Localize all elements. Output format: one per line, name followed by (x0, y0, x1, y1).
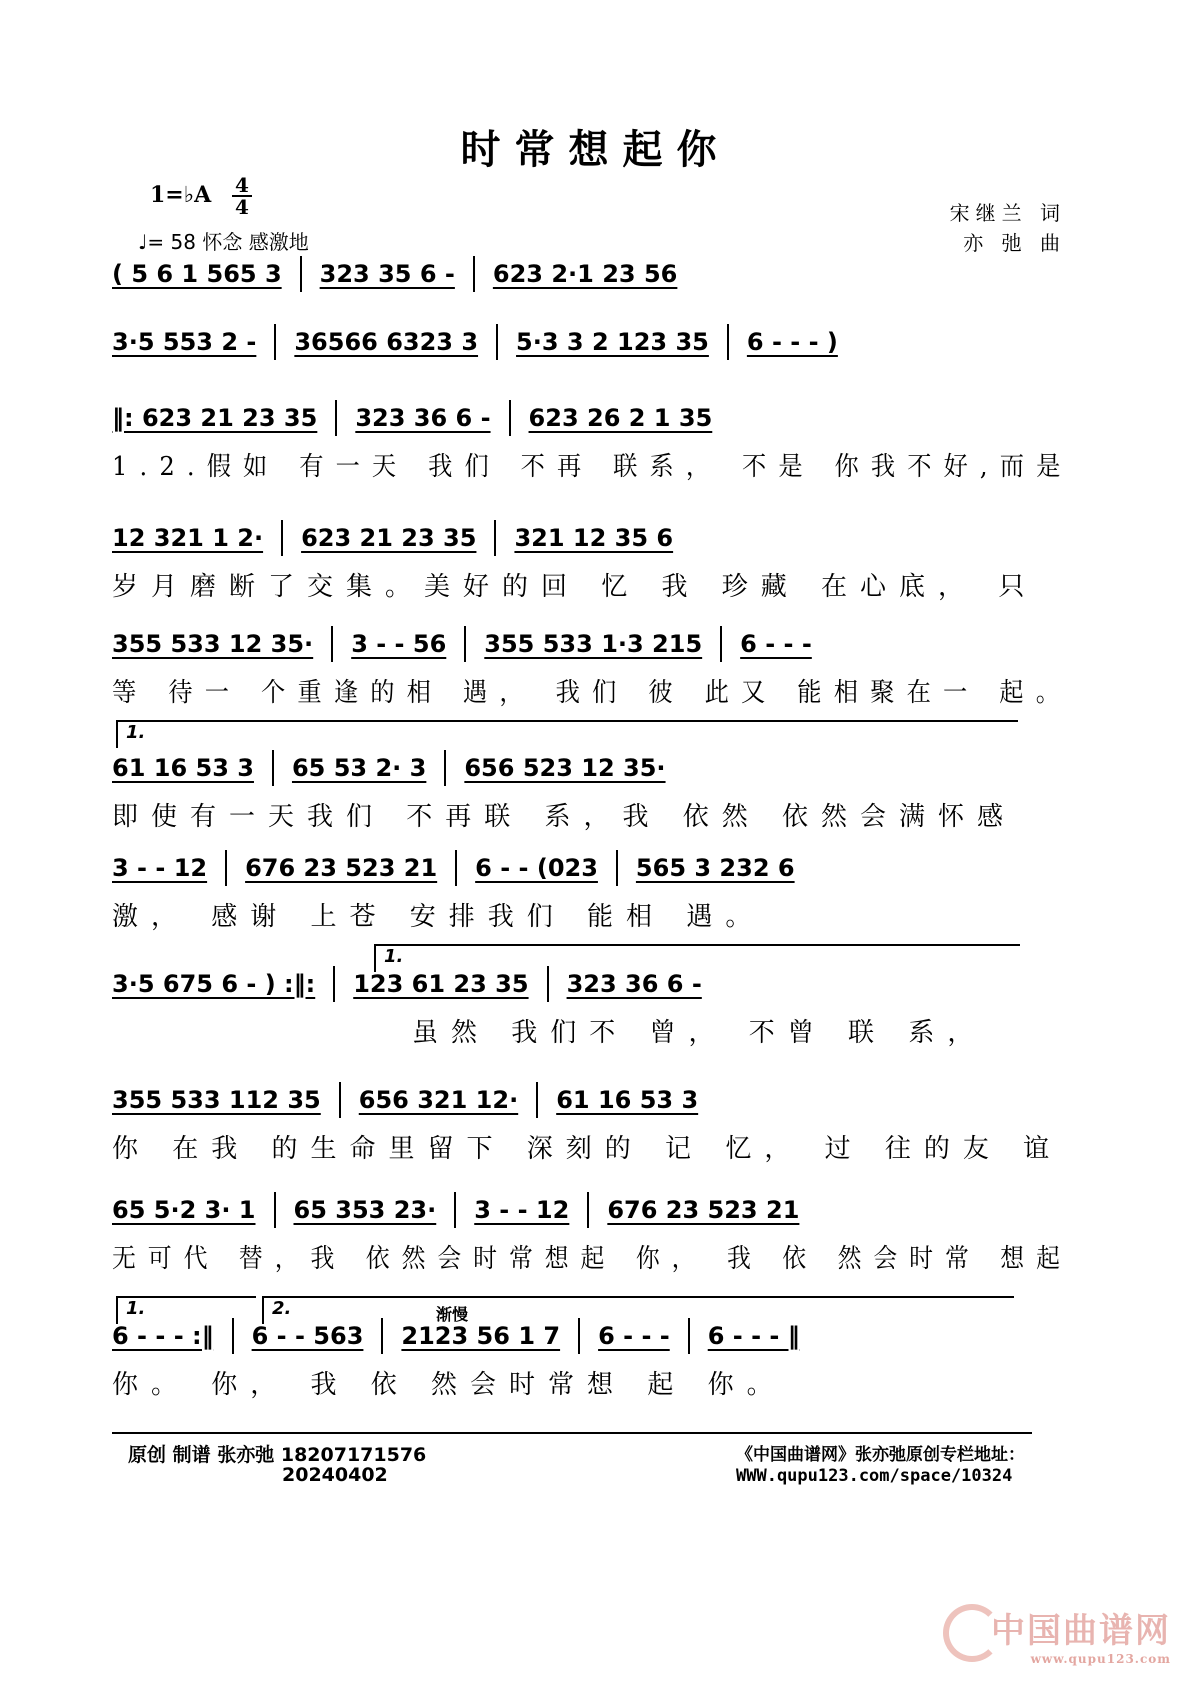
measure: 6 - - - (598, 1322, 670, 1350)
measure: 6 - - (023 (475, 854, 598, 882)
barline (272, 750, 274, 786)
measure: 623 21 23 35 (301, 524, 477, 552)
barline (727, 324, 729, 360)
measure: 6 - - - ) (746, 328, 838, 356)
measure: 6 - - 563 (251, 1322, 364, 1350)
barline (339, 1082, 341, 1118)
barline (225, 850, 227, 886)
lyrics-line: 1.2.假如 有一天 我们 不再 联系， 不是 你我不好,而是 (112, 452, 1073, 482)
barline (333, 966, 335, 1002)
volta-2-final: 2. (262, 1296, 1014, 1324)
barline (335, 400, 337, 436)
barline (473, 256, 475, 292)
volta-1-final: 1. (116, 1296, 256, 1324)
measure: 656 321 12· (358, 1086, 519, 1114)
notation-line (112, 848, 795, 888)
measure: ‖: 623 21 23 35 (112, 404, 318, 432)
measure: 123 61 23 35 (353, 970, 529, 998)
measure: 623 2·1 23 56 (492, 260, 678, 288)
measure: 3·5 553 2 - (112, 328, 257, 356)
notation-line (112, 1080, 698, 1120)
measure: 676 23 523 21 (245, 854, 438, 882)
time-signature (230, 173, 254, 219)
time-signature-bottom: 4 (235, 195, 249, 219)
barline (454, 1192, 456, 1228)
barline (281, 520, 283, 556)
measure: 3 - - 12 (112, 854, 208, 882)
measure: 65 5·2 3· 1 (112, 1196, 256, 1224)
measure: 2123 56 1 7 (401, 1322, 561, 1350)
lyrics-line: 激， 感谢 上苍 安排我们 能相 遇。 (112, 902, 765, 932)
measure: 6 - - - :‖ (112, 1322, 214, 1350)
measure: 355 533 12 35· (112, 630, 314, 658)
lyrics-line: 你。 你， 我 依 然会时常想 起 你。 (112, 1370, 786, 1400)
barline (300, 256, 302, 292)
lyrics-line: 即使有一天我们 不再联 系，我 依然 依然会满怀感 (112, 802, 1017, 832)
measure: 61 16 53 3 (112, 754, 254, 782)
key-signature: 1=♭A (150, 182, 212, 208)
barline (274, 1192, 276, 1228)
measure: 623 26 2 1 35 (528, 404, 713, 432)
barline (720, 626, 722, 662)
credits (950, 198, 1066, 258)
barline (587, 1192, 589, 1228)
measure: 565 3 232 6 (635, 854, 795, 882)
notation-line (112, 748, 666, 788)
footer-divider (112, 1432, 1032, 1434)
measure: 12 321 1 2· (112, 524, 264, 552)
notation-line (112, 398, 712, 438)
measure: 6 - - - ‖ (707, 1322, 800, 1350)
barline (464, 626, 466, 662)
measure: 3·5 675 6 - ) :‖: (112, 970, 316, 998)
barline (494, 520, 496, 556)
lyrics-line: 岁月磨断了交集。美好的回 忆 我 珍藏 在心底， 只 (112, 572, 1038, 602)
lyrics-line: 你 在我 的生命里留下 深刻的 记 忆， 过 往的友 谊 (112, 1134, 1063, 1164)
barline (444, 750, 446, 786)
notation-line (112, 518, 673, 558)
barline (509, 400, 511, 436)
measure: 323 35 6 - (319, 260, 455, 288)
measure: 323 36 6 - (566, 970, 702, 998)
measure: 321 12 35 6 (514, 524, 674, 552)
measure: 65 53 2· 3 (291, 754, 427, 782)
footer-url[interactable]: WWW.qupu123.com/space/10324 (736, 1466, 1013, 1486)
measure: 355 533 112 35 (112, 1086, 321, 1114)
barline (455, 850, 457, 886)
footer-arranger: 原创 制谱 张亦弛 18207171576 (128, 1444, 427, 1466)
barline (274, 324, 276, 360)
time-signature-top: 4 (235, 173, 249, 197)
lyrics-line: 无可代 替，我 依然会时常想起 你， 我 依 然会时常 想起 (112, 1244, 1072, 1274)
song-title: 时常想起你 (460, 126, 731, 173)
composer: 亦 弛 曲 (963, 231, 1066, 255)
measure: 6 - - - (740, 630, 812, 658)
footer-site: 《中国曲谱网》张亦弛原创专栏地址： (736, 1445, 1025, 1465)
notation-line (112, 624, 812, 664)
tempo-marking: ♩= 58 怀念 感激地 (138, 230, 309, 254)
measure: 323 36 6 - (355, 404, 491, 432)
tempo-change: 渐慢 (436, 1305, 469, 1324)
measure: 61 16 53 3 (556, 1086, 699, 1114)
measure: 3 - - 56 (351, 630, 447, 658)
measure: 676 23 523 21 (607, 1196, 800, 1224)
volta-1: 1. (116, 720, 1018, 748)
footer-date: 20240402 (282, 1464, 388, 1486)
notation-line (112, 322, 838, 362)
notation-line (112, 254, 677, 294)
measure: ( 5 6 1 565 3 (112, 260, 282, 288)
barline (331, 626, 333, 662)
barline (536, 1082, 538, 1118)
barline (496, 324, 498, 360)
measure: 65 353 23· (293, 1196, 437, 1224)
volta-2: 1. (374, 944, 1020, 972)
measure: 656 523 12 35· (464, 754, 666, 782)
watermark: 中国曲谱网 www.qupu123.com (991, 1611, 1171, 1666)
lyrics-line: 等 待一 个重逢的相 遇， 我们 彼 此又 能相聚在一 起。 (112, 678, 1073, 708)
measure: 5·3 3 2 123 35 (516, 328, 709, 356)
measure: 3 - - 12 (474, 1196, 570, 1224)
notation-line (112, 1190, 799, 1230)
barline (616, 850, 618, 886)
lyricist: 宋继兰 词 (949, 201, 1066, 225)
measure: 355 533 1·3 215 (484, 630, 703, 658)
lyrics-line: 虽然 我们不 曾， 不曾 联 系， (412, 1018, 987, 1048)
measure: 36566 6323 3 (294, 328, 479, 356)
